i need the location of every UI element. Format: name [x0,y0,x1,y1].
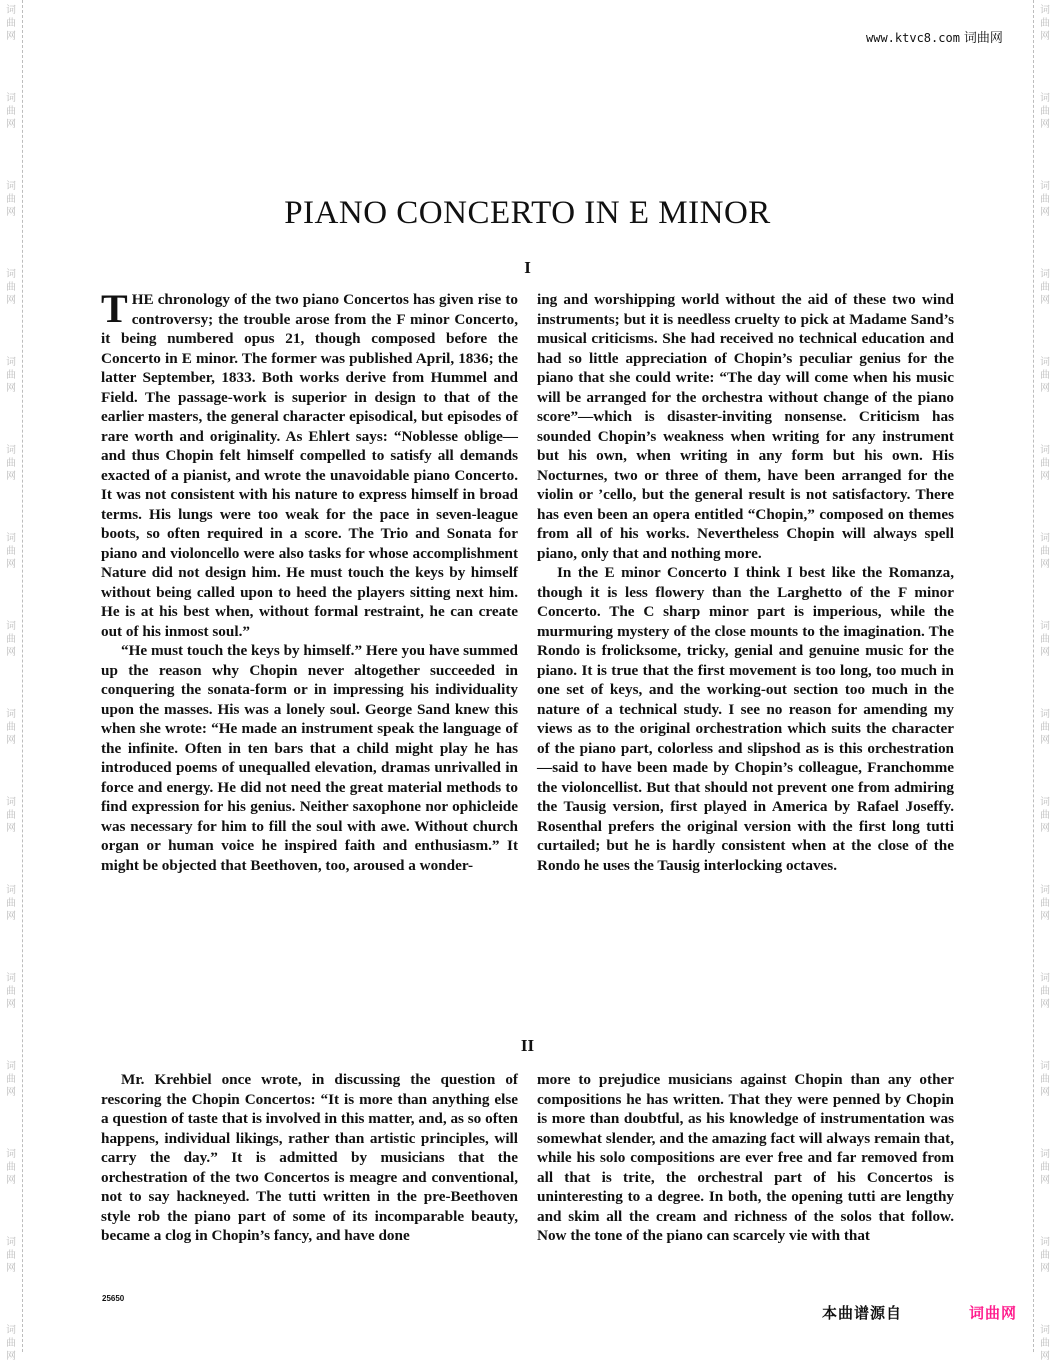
watermark-group [1034,356,1055,395]
watermark-char: 词 [6,1325,16,1336]
watermark-char: 曲 [6,1338,16,1349]
watermark-group [0,884,22,923]
paragraph: Mr. Krehbiel once wrote, in discussing the question of rescoring the Chopin Concertos: “It is more than anything else a question of taste that is involved in this matter, and, as so often happens, individual likings, rather than artistic principles, will carry the day.” It is admitted by musicians that the orchestration of the two Concertos is meagre and conventional, not to say hackneyed. The tutti written in the pre-Beethoven style rob the piano part of some of its incomparable beauty, became a clog in Chopin’s fancy, and have done [101,1071,518,1244]
watermark-char: 曲 [1040,370,1050,381]
watermark-char: 网 [6,31,16,42]
watermark-char: 曲 [6,106,16,117]
watermark-char: 词 [6,1061,16,1072]
watermark-char: 曲 [1040,634,1050,645]
watermark-char: 曲 [1040,1338,1050,1349]
watermark-char: 网 [6,1087,16,1098]
watermark-group [0,1236,22,1275]
footer-brand-link[interactable]: 词曲网 [969,1304,1018,1322]
watermark-group [1034,92,1055,131]
watermark-group [1034,1236,1055,1275]
watermark-char: 词 [6,357,16,368]
watermark-char: 曲 [1040,1074,1050,1085]
watermark-char: 词 [6,885,16,896]
watermark-char: 网 [6,1351,16,1362]
watermark-char: 词 [6,1149,16,1160]
watermark-char: 曲 [1040,898,1050,909]
watermark-char: 网 [1040,823,1050,834]
watermark-char: 曲 [6,634,16,645]
watermark-group [0,796,22,835]
watermark-char: 词 [6,445,16,456]
watermark-char: 网 [1040,1175,1050,1186]
section-numeral-2: II [520,1036,535,1055]
paragraph: HE chronology of the two piano Concertos has given rise to controversy; the trouble arose from the F minor Concerto, it being numbered opus 21, though composed before the Concerto in E minor. The former was published April, 1836; the latter September, 1833. Both works derive from Hummel and Field. The passage-work is superior in design to that of the earlier masters, the general character episodical, but episodes of rare worth and originality. As Ehlert says: “Noblesse oblige—and thus Chopin felt himself compelled to satisfy all demands exacted of a pianist, and wrote the unavoidable piano Concerto. It was not consistent with his nature to express himself in broad terms. His lungs were too weak for the pace in seven-league boots, so often required in a score. The Trio and Sonata for piano and violoncello were also tasks for whose accomplishment Nature did not design him. He must touch the keys by himself without being called upon to heed the players sitting next him. He is at his best when, without formal restraint, he can create out of his inmost soul.” [101,291,518,640]
paragraph: In the E minor Concerto I think I best like the Romanza, though it is less flowery than the Larghetto of the F minor Concerto. The C sharp minor part is imperious, while the murmuring mystery of the close mounts to the imagination. The Rondo is frolicksome, tricky, genial and genuine music for the piano. It is true that the first movement is too long, too much in one set of keys, and the working-out section too much in the nature of a technical study. I see no reason for amending my views as to the original orchestration which suits the character of the piano part, colorless and slipshod as is this orchestration—said to have been made by Chopin’s colleague, Franchomme the violoncellist. But that should not prevent one from admiring the Tausig version, first played in America by Rafael Joseffy. Rosenthal prefers the original version with the first long tutti curtailed; but he is hardly consistent when at the close of the Rondo he uses the Tausig interlocking octaves. [537,564,954,874]
section-numeral-1: I [524,258,531,277]
watermark-char: 词 [1040,709,1050,720]
watermark-group [0,92,22,131]
site-header [866,27,1003,46]
watermark-char: 曲 [6,18,16,29]
watermark-group [1034,796,1055,835]
watermark-char: 网 [6,823,16,834]
section-2-right-column [537,1070,954,1246]
watermark-group [1034,532,1055,571]
watermark-group [0,1060,22,1099]
watermark-char: 词 [1040,1061,1050,1072]
watermark-char: 网 [6,911,16,922]
site-name: 词曲网 [963,31,1003,46]
watermark-char: 曲 [6,1250,16,1261]
watermark-char: 网 [6,383,16,394]
watermark-group [0,1148,22,1187]
watermark-char: 曲 [1040,546,1050,557]
watermark-char: 词 [1040,357,1050,368]
watermark-char: 曲 [6,282,16,293]
watermark-char: 网 [1040,999,1050,1010]
watermark-char: 词 [6,621,16,632]
watermark-char: 曲 [6,898,16,909]
watermark-char: 词 [1040,621,1050,632]
watermark-char: 词 [1040,1237,1050,1248]
watermark-char: 网 [6,647,16,658]
watermark-char: 网 [6,999,16,1010]
watermark-char: 曲 [1040,722,1050,733]
watermark-char: 词 [1040,5,1050,16]
watermark-char: 网 [1040,647,1050,658]
watermark-group [1034,708,1055,747]
watermark-char: 词 [6,269,16,280]
watermark-char: 词 [1040,797,1050,808]
watermark-group [1034,1060,1055,1099]
watermark-char: 网 [6,119,16,130]
section-2-left-column [101,1070,518,1246]
watermark-group [0,4,22,43]
watermark-char: 网 [1040,383,1050,394]
watermark-char: 曲 [1040,810,1050,821]
watermark-char: 词 [1040,1149,1050,1160]
watermark-group [0,356,22,395]
page-title: PIANO CONCERTO IN E MINOR [284,195,771,231]
watermark-group [0,1324,22,1363]
watermark-char: 曲 [1040,1250,1050,1261]
watermark-char: 网 [1040,207,1050,218]
watermark-char: 曲 [6,546,16,557]
watermark-char: 曲 [6,986,16,997]
watermark-char: 词 [6,5,16,16]
page-number: 25650 [102,1294,125,1303]
watermark-char: 曲 [1040,458,1050,469]
section-1-right-column [537,290,954,875]
watermark-char: 词 [1040,885,1050,896]
watermark-char: 词 [6,1237,16,1248]
watermark-char: 词 [1040,973,1050,984]
watermark-char: 词 [6,93,16,104]
watermark-group [1034,884,1055,923]
watermark-char: 曲 [6,458,16,469]
watermark-char: 曲 [6,722,16,733]
watermark-char: 词 [6,797,16,808]
watermark-group [1034,444,1055,483]
watermark-char: 网 [6,471,16,482]
watermark-char: 曲 [1040,106,1050,117]
watermark-char: 词 [1040,445,1050,456]
paragraph: “He must touch the keys by himself.” Here you have summed up the reason why Chopin never altogether succeeded in conquering the sonata-form or in impressing his individuality upon the masses. His was a lonely soul. George Sand knew this when she wrote: “He made an instrument speak the language of the infinite. Often in ten bars that a child might play he has introduced poems of unequalled elevation, dramas unrivalled in force and energy. He did not need the great material methods to find expression for his genius. Neither saxophone nor ophicleide was necessary for him to fill the soul with awe. Without church organ or human voice he inspired faith and enthusiasm.” It might be objected that Beethoven, too, aroused a wonder- [101,642,518,874]
watermark-char: 曲 [6,1162,16,1173]
watermark-group [0,620,22,659]
watermark-char: 网 [1040,1263,1050,1274]
paragraph: ing and worshipping world without the aid of these two wind instruments; but it is needless cruelty to pick at Madame Sand’s musical criticisms. She had received no technical education and had so little appreciation of Chopin’s peculiar genius for the piano that she could write: “The day will come when his music will be arranged for the orchestra without change of the piano score”—which is disaster-inviting nonsense. Criticism has sounded Chopin’s weakness when writing for any instrument but his own, when writing in any form but his own. His Nocturnes, two or three of them, have been arranged for the violin or ’cello, but the general result is not satisfactory. There has even been an opera entitled “Chopin,” composed on themes from all of his works. Nevertheless Chopin will always spell piano, only that and nothing more. [537,291,954,562]
watermark-char: 曲 [1040,986,1050,997]
watermark-char: 网 [6,1263,16,1274]
drop-cap: T [101,286,128,331]
watermark-char: 词 [1040,269,1050,280]
watermark-char: 网 [1040,735,1050,746]
watermark-char: 网 [1040,1351,1050,1362]
watermark-group [0,444,22,483]
watermark-char: 词 [6,533,16,544]
watermark-char: 曲 [6,810,16,821]
watermark-char: 词 [1040,93,1050,104]
footer-source-label: 本曲谱源自 [822,1304,903,1322]
paragraph: more to prejudice musicians against Chopin than any other compositions he has written. That they were penned by Chopin is more than doubtful, as his knowledge of instrumentation was somewhat slender, and the amazing fact will always remain that, while his solo compositions are ever free and far removed from all that is trite, the orchestral part of his Concertos is uninteresting to a degree. In both, the opening tutti are lengthy and skim all the cream and richness of the solos that follow. Now the tone of the piano can scarcely vie with that [537,1071,954,1244]
section-1-left-column [101,286,518,875]
watermark-char: 词 [1040,1325,1050,1336]
watermark-char: 曲 [6,194,16,205]
watermark-char: 网 [1040,911,1050,922]
watermark-char: 曲 [1040,1162,1050,1173]
watermark-group [0,972,22,1011]
watermark-group [1034,1324,1055,1363]
watermark-group [1034,4,1055,43]
watermark-char: 曲 [6,370,16,381]
watermark-char: 曲 [1040,194,1050,205]
watermark-char: 词 [6,973,16,984]
watermark-char: 网 [1040,295,1050,306]
watermark-char: 词 [1040,533,1050,544]
watermark-char: 网 [6,207,16,218]
watermark-char: 网 [1040,119,1050,130]
site-url[interactable]: www.ktvc8.com [866,31,960,45]
watermark-group [0,532,22,571]
watermark-char: 网 [1040,1087,1050,1098]
watermark-char: 网 [1040,559,1050,570]
watermark-char: 网 [6,295,16,306]
watermark-group [1034,972,1055,1011]
watermark-char: 词 [6,709,16,720]
watermark-char: 曲 [1040,18,1050,29]
watermark-group [0,708,22,747]
watermark-char: 词 [1040,181,1050,192]
watermark-char: 网 [6,1175,16,1186]
watermark-char: 词 [6,181,16,192]
watermark-char: 网 [6,735,16,746]
watermark-char: 网 [1040,31,1050,42]
watermark-char: 曲 [1040,282,1050,293]
watermark-char: 网 [1040,471,1050,482]
watermark-char: 曲 [6,1074,16,1085]
watermark-char: 网 [6,559,16,570]
watermark-group [1034,1148,1055,1187]
watermark-group [1034,620,1055,659]
